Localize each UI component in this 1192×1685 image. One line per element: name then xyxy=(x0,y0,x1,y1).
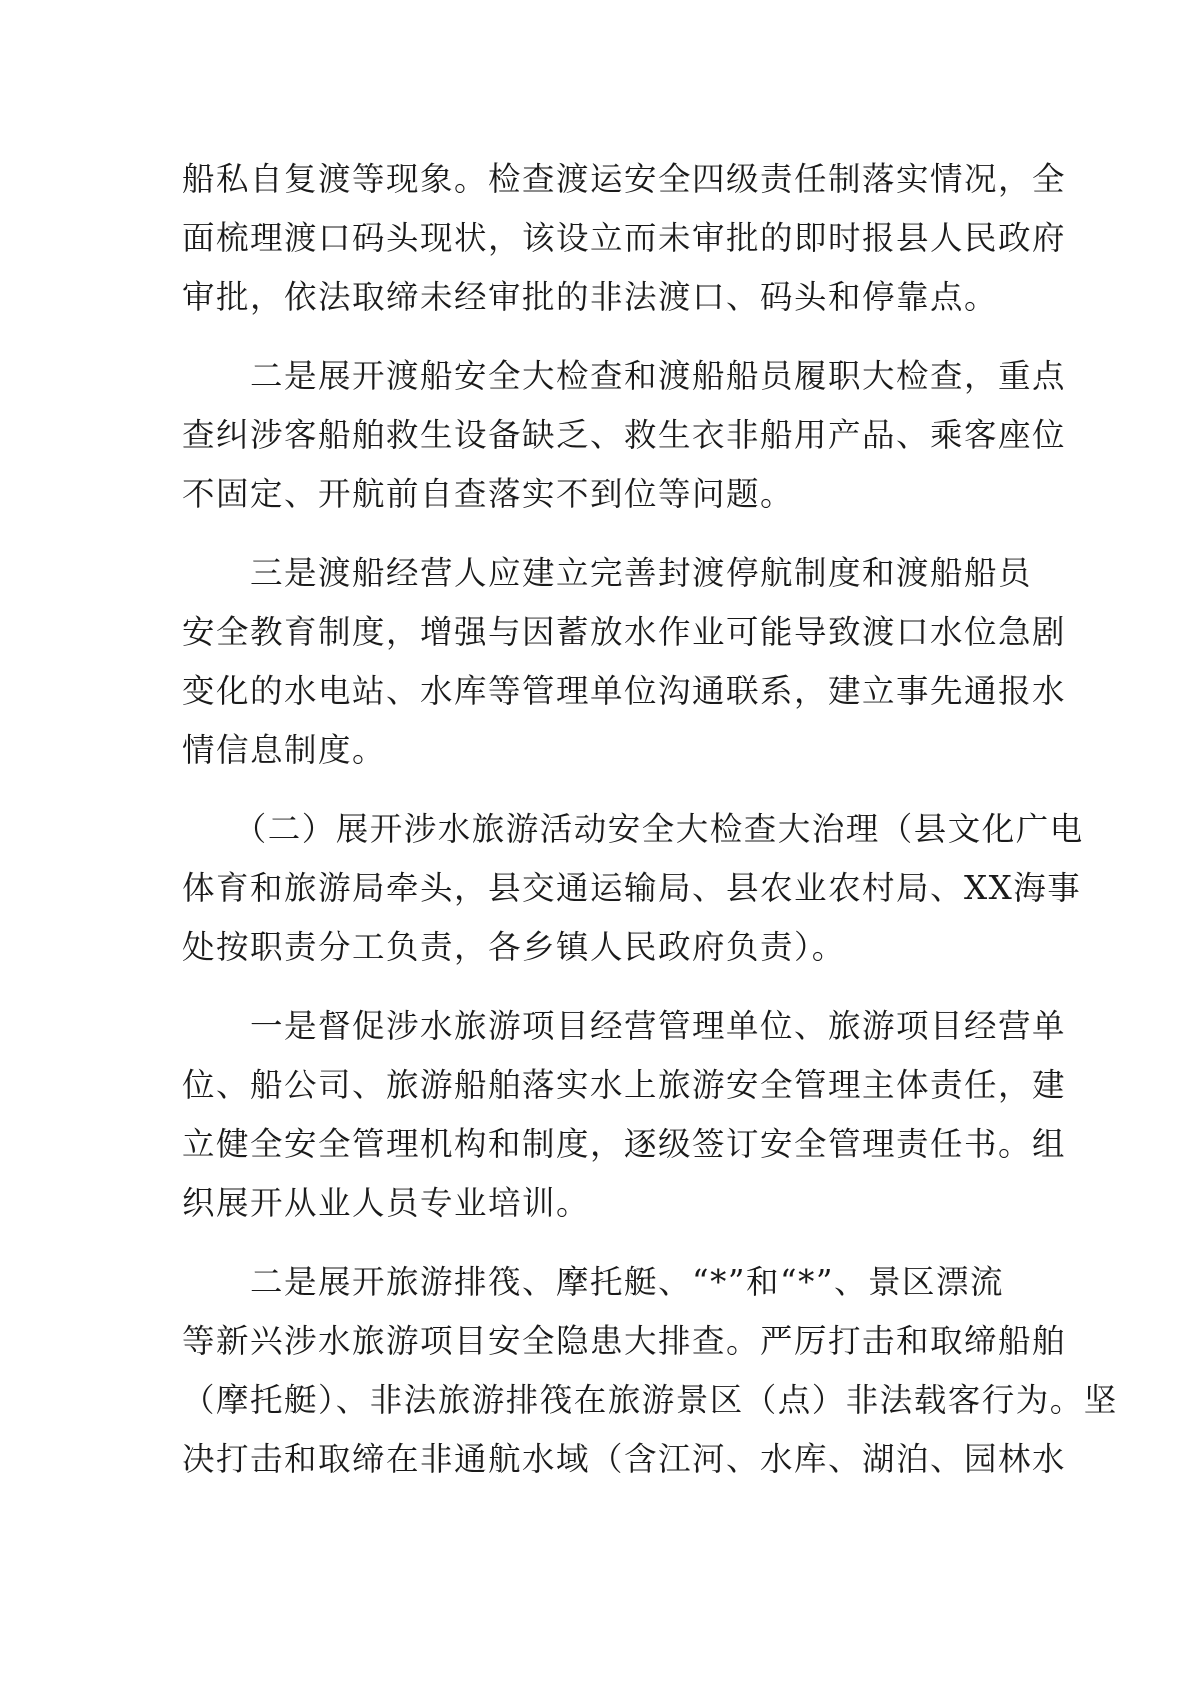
text-line: 审批，依法取缔未经审批的非法渡口、码头和停靠点。 xyxy=(182,278,999,316)
text-line: 面梳理渡口码头现状，该设立而未审批的即时报县人民政府 xyxy=(182,219,1067,257)
text-line: 一是督促涉水旅游项目经营管理单位、旅游项目经营单 xyxy=(182,1007,1067,1045)
text-line: （摩托艇）、非法旅游排筏在旅游景区（点）非法载客行为。坚 xyxy=(182,1381,1118,1419)
text-line: 不固定、开航前自查落实不到位等问题。 xyxy=(182,475,795,513)
text-line: 决打击和取缔在非通航水域（含江河、水库、湖泊、园林水 xyxy=(182,1440,1067,1478)
text-line: 织展开从业人员专业培训。 xyxy=(182,1184,591,1222)
text-line: 查纠涉客船舶救生设备缺乏、救生衣非船用产品、乘客座位 xyxy=(182,416,1067,454)
text-line: （二）展开涉水旅游活动安全大检查大治理（县文化广电 xyxy=(182,810,1084,848)
text-line: 三是渡船经营人应建立完善封渡停航制度和渡船船员 xyxy=(182,554,1033,592)
paragraph-4 xyxy=(182,800,1084,977)
text-line: 二是展开渡船安全大检查和渡船船员履职大检查，重点 xyxy=(182,357,1067,395)
document-body xyxy=(182,150,1118,1509)
paragraph-1 xyxy=(182,150,1067,327)
text-line: 位、船公司、旅游船舶落实水上旅游安全管理主体责任，建 xyxy=(182,1066,1067,1104)
text-line: 情信息制度。 xyxy=(182,731,387,769)
text-line: 体育和旅游局牵头，县交通运输局、县农业农村局、XX海事 xyxy=(182,869,1082,907)
text-line: 立健全安全管理机构和制度，逐级签订安全管理责任书。组 xyxy=(182,1125,1067,1163)
text-line: 船私自复渡等现象。检查渡运安全四级责任制落实情况，全 xyxy=(182,160,1067,198)
text-line: 处按职责分工负责，各乡镇人民政府负责）。 xyxy=(182,928,846,966)
text-line: 等新兴涉水旅游项目安全隐患大排查。严厉打击和取缔船舶 xyxy=(182,1322,1067,1360)
text-line: 二是展开旅游排筏、摩托艇、“*”和“*”、景区漂流 xyxy=(182,1263,1004,1301)
text-line: 变化的水电站、水库等管理单位沟通联系，建立事先通报水 xyxy=(182,672,1067,710)
paragraph-5 xyxy=(182,997,1067,1233)
paragraph-2 xyxy=(182,347,1067,524)
paragraph-3 xyxy=(182,544,1067,780)
paragraph-6 xyxy=(182,1253,1118,1489)
text-line: 安全教育制度，增强与因蓄放水作业可能导致渡口水位急剧 xyxy=(182,613,1067,651)
